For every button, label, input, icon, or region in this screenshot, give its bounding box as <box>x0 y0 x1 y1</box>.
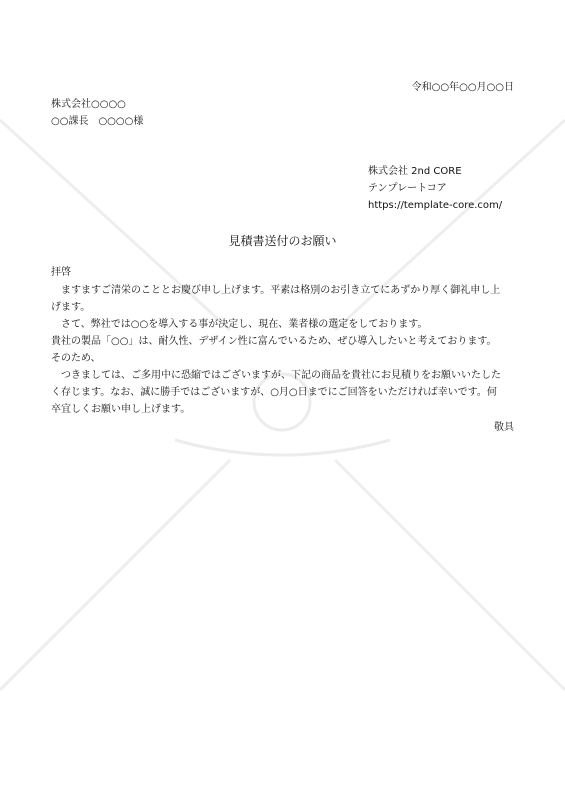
body-line: げます。 <box>51 302 91 313</box>
sender-block <box>368 163 502 214</box>
letter-body <box>51 282 521 418</box>
body-line: つきましては、ご多用中に恐縮ではございますが、下記の商品を貴社にお見積りをお願いいたした <box>51 370 501 381</box>
recipient-person: ○○課長 ○○○○様 <box>51 116 144 127</box>
salutation: 拝啓 <box>51 267 71 278</box>
recipient-block <box>51 96 143 130</box>
body-line: 卒宜しくお願い申し上げます。 <box>51 404 191 415</box>
sender-url: https://template-core.com/ <box>368 200 503 211</box>
body-line: く存じます。なお、誠に勝手ではございますが、○月○日までにご回答をいただければ幸いです。何 <box>51 387 497 398</box>
sender-name: テンプレートコア <box>368 183 447 194</box>
body-line: 貴社の製品「○○」は、耐久性、デザイン性に富んでいるため、ぜひ導入したいと考えております。 <box>51 336 497 347</box>
recipient-company: 株式会社○○○○ <box>51 99 126 110</box>
body-line: さて、弊社では○○を導入する事が決定し、現在、業者様の選定をしております。 <box>51 319 428 330</box>
body-line: ますますご清栄のこととお慶び申し上げます。平素は格別のお引き立てにあずかり厚く御礼申し上 <box>51 285 501 296</box>
letter-title: 見積書送付のお願い <box>228 234 337 248</box>
letter-date: 令和○○年○○月○○日 <box>411 82 514 93</box>
closing: 敬具 <box>494 422 514 433</box>
sender-company: 株式会社 2nd CORE <box>368 166 462 177</box>
body-line: そのため、 <box>51 353 101 364</box>
